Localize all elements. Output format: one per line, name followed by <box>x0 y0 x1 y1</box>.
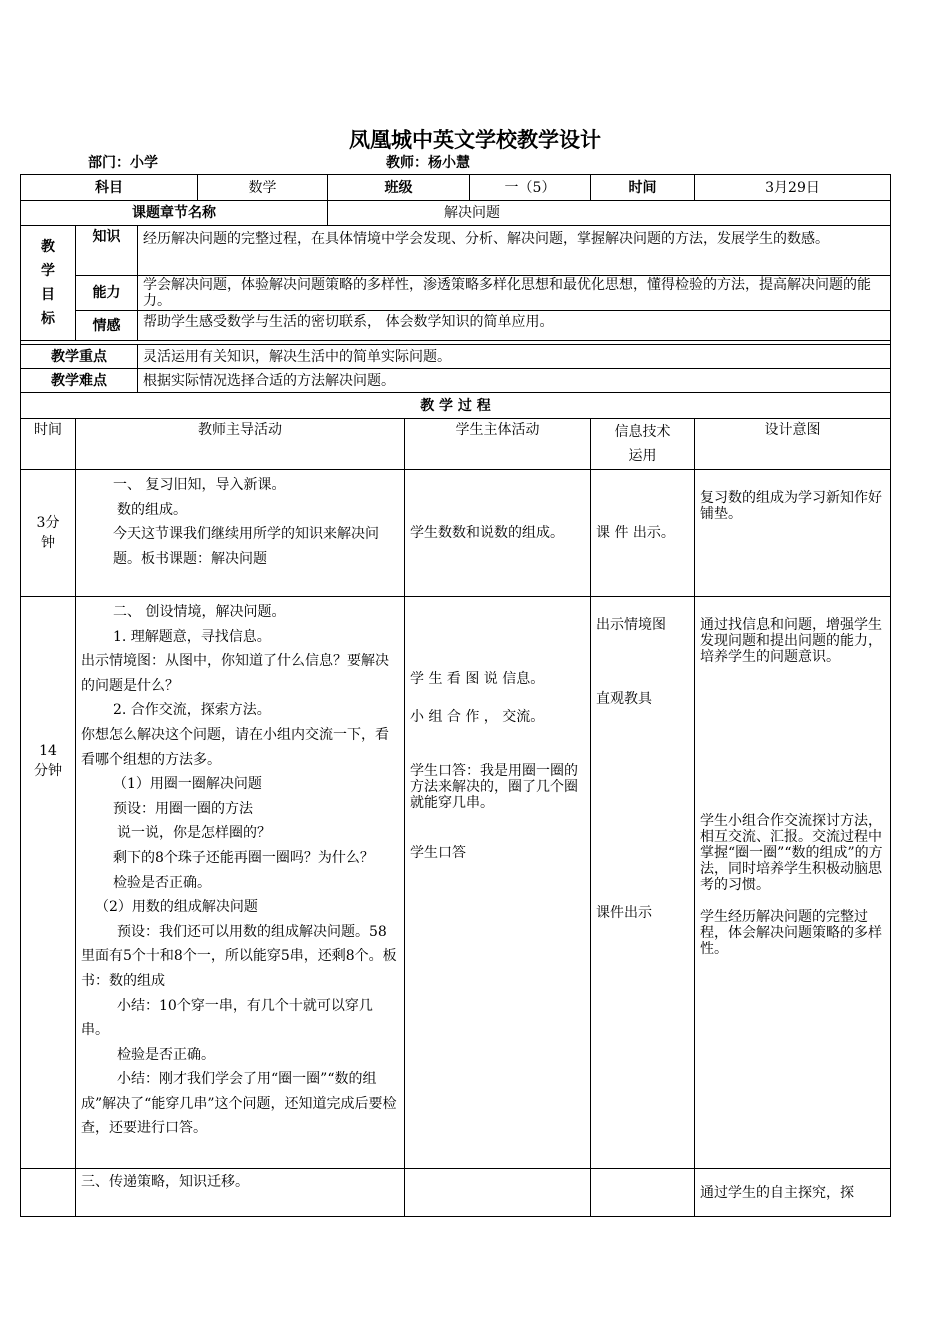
row1-tech: 课 件 出示。 <box>591 470 695 597</box>
header-tech: 信息技术 运用 <box>591 419 695 470</box>
ability-text: 学会解决问题，体验解决问题策略的多样性，渗透策略多样化思想和最优化思想，懂得检验的方法，提高解决问题的能力。 <box>138 276 891 311</box>
row1-student: 学生数数和说数的组成。 <box>405 470 591 597</box>
row3-time <box>21 1169 76 1217</box>
key-point-label: 教学重点 <box>21 345 138 369</box>
teacher-name: 教师：杨小慧 <box>386 155 470 171</box>
row3-teacher: 三、传递策略，知识迁移。 <box>76 1169 405 1217</box>
row2-teacher: 二、 创设情境，解决问题。 1. 理解题意，寻找信息。 出示情境图：从图中，你知道了什么信息？要解决的问题是什么？ 2. 合作交流，探索方法。 你想怎么解决这个问题，请在小组内交流一下，看看哪个组想的方法多。 （1）用圈一圈解决问题 预设：用圈一圈的方法 说一说，你是怎样圈的？ 剩下的8个珠子还能再圈一圈吗？为什么？ 检验是否正确。 （2）用数的组成解决问题 预设：我们还可以用数的组成解决问题。58里面有5个十和8个一，所以能穿5串，还剩8个。板书：数的组成 小结：10个穿一串，有几个十就可以穿几串。 检验是否正确。 小结：刚才我们学会了用“圈一圈”“数的组成”解决了“能穿几串”这个问题，还知道完成后要检查，还要进行口答。 <box>76 597 405 1169</box>
subject-label: 科目 <box>21 175 198 201</box>
header-time: 时间 <box>21 419 76 470</box>
knowledge-label: 知识 <box>76 226 138 276</box>
emotion-text: 帮助学生感受数学与生活的密切联系， 体会数学知识的简单应用。 <box>138 311 891 341</box>
subject-value: 数学 <box>198 175 328 201</box>
row3-tech <box>591 1169 695 1217</box>
row2-student: 学 生 看 图 说 信息。 小 组 合 作 ， 交流。 学生口答：我是用圈一圈的方法来解决的，圈了几个圈就能穿几串。 学生口答 <box>405 597 591 1169</box>
row1-intent: 复习数的组成为学习新知作好铺垫。 <box>695 470 891 597</box>
class-value: 一（5） <box>470 175 591 201</box>
difficulty-text: 根据实际情况选择合适的方法解决问题。 <box>138 369 891 393</box>
emotion-label: 情感 <box>76 311 138 341</box>
knowledge-text: 经历解决问题的完整过程，在具体情境中学会发现、分析、解决问题，掌握解决问题的方法，发展学生的数感。 <box>138 226 891 276</box>
chapter-value: 解决问题 <box>328 201 891 226</box>
header-intent: 设计意图 <box>695 419 891 470</box>
date-value: 3月29日 <box>695 175 891 201</box>
row3-intent: 通过学生的自主探究，探 <box>695 1169 891 1217</box>
row1-time: 3分钟 <box>21 470 76 597</box>
row2-time: 14分钟 <box>21 597 76 1169</box>
class-label: 班级 <box>328 175 470 201</box>
row2-tech: 出示情境图 直观教具 课件出示 <box>591 597 695 1169</box>
date-label: 时间 <box>591 175 695 201</box>
header-teacher: 教师主导活动 <box>76 419 405 470</box>
chapter-label: 课题章节名称 <box>21 201 328 226</box>
key-point-text: 灵活运用有关知识，解决生活中的简单实际问题。 <box>138 345 891 369</box>
difficulty-label: 教学难点 <box>21 369 138 393</box>
goals-label: 教 学 目 标 <box>21 226 76 341</box>
header-student: 学生主体活动 <box>405 419 591 470</box>
ability-label: 能力 <box>76 276 138 311</box>
row1-teacher: 一、 复习旧知，导入新课。 数的组成。 今天这节课我们继续用所学的知识来解决问题。板书课题：解决问题 <box>76 470 405 597</box>
row2-intent: 通过找信息和问题，增强学生发现问题和提出问题的能力，培养学生的问题意识。 学生小组合作交流探讨方法，相互交流、汇报。交流过程中掌握“圈一圈”“数的组成”的方法，同时培养学生积极动脑思考的习惯。 学生经历解决问题的完整过程，体会解决问题策略的多样性。 <box>695 597 891 1169</box>
page-title: 凤凰城中英文学校教学设计 <box>349 128 601 152</box>
process-heading: 教 学 过 程 <box>21 393 891 419</box>
department: 部门：小学 <box>88 155 158 171</box>
lesson-plan-table <box>20 174 891 1217</box>
row3-student <box>405 1169 591 1217</box>
